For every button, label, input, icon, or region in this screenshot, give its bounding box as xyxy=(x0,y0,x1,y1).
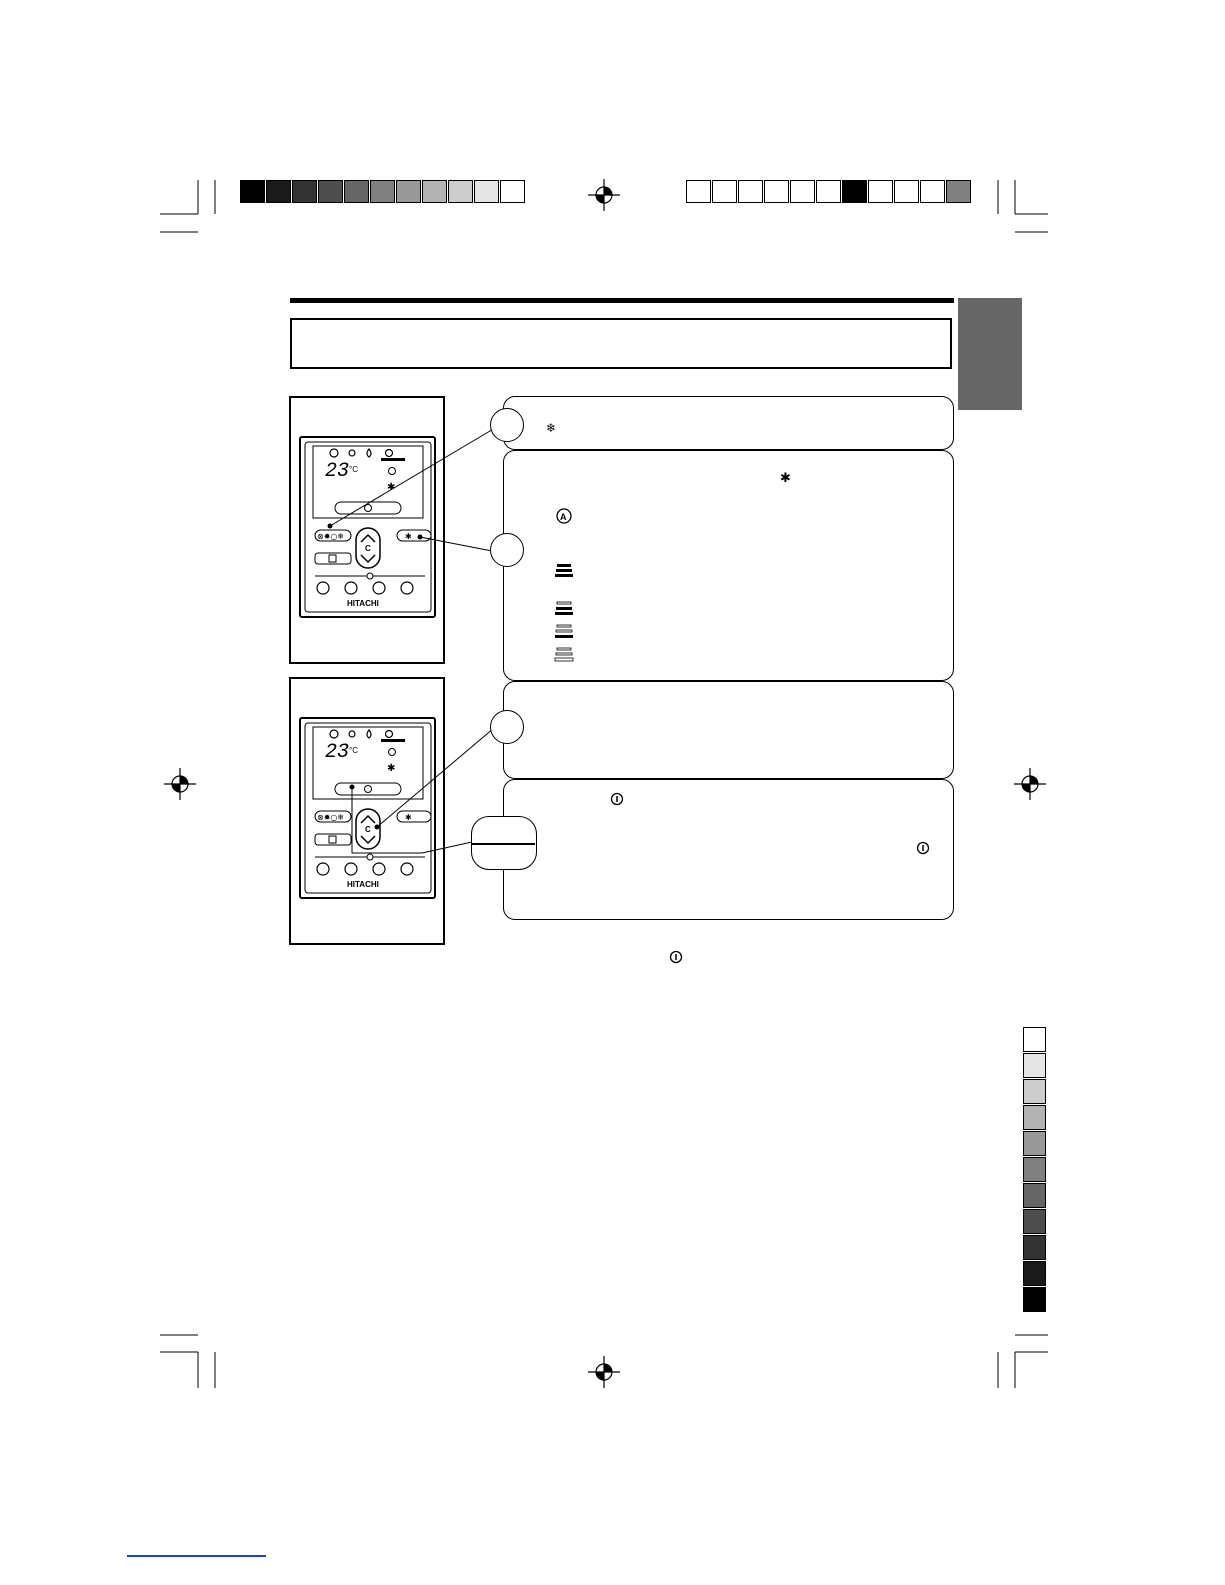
temperature-readout: 23 xyxy=(325,460,350,483)
brand-logo: HITACHI xyxy=(347,599,379,608)
cool-snowflake-icon: ❄ xyxy=(546,421,557,435)
svg-text:✱: ✱ xyxy=(387,763,396,774)
svg-text:✱: ✱ xyxy=(405,813,412,822)
svg-text:A: A xyxy=(560,512,567,522)
brand-logo: HITACHI xyxy=(347,880,379,889)
step-circle-2 xyxy=(490,533,524,567)
svg-text:C: C xyxy=(365,544,371,553)
footer-link-underline[interactable] xyxy=(127,1555,266,1557)
step-circle-3 xyxy=(490,710,524,744)
badge-divider xyxy=(472,843,535,845)
svg-text:°C: °C xyxy=(349,465,358,474)
svg-text:⊗✹○❄: ⊗✹○❄ xyxy=(317,813,345,822)
svg-text:✱: ✱ xyxy=(405,532,412,541)
svg-text:⊗✹○❄: ⊗✹○❄ xyxy=(317,532,345,541)
fan-icon: ✱ xyxy=(780,471,791,486)
svg-text:°C: °C xyxy=(349,746,358,755)
temperature-readout: 23 xyxy=(325,741,350,764)
svg-text:✱: ✱ xyxy=(387,482,396,493)
svg-text:C: C xyxy=(365,825,371,834)
step-circle-1 xyxy=(490,408,524,442)
step-badge-4 xyxy=(471,816,537,870)
